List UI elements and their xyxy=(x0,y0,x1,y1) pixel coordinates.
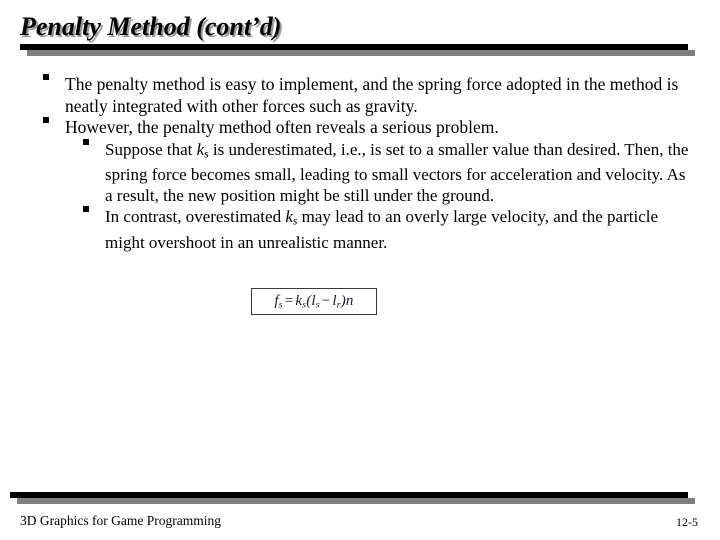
spring-constant-symbol xyxy=(285,207,297,226)
symbol-subscript: s xyxy=(292,214,298,228)
slide-body xyxy=(28,74,696,253)
spring-constant-symbol xyxy=(197,140,209,159)
bullet-text-after: may lead to an overly large velocity, and the particle might overshoot in an unrealistic manner. xyxy=(105,207,659,252)
bullet-text-before: In contrast, overestimated xyxy=(105,207,286,227)
page-title: Penalty Method (cont’d) xyxy=(20,12,282,41)
equation-term1: l xyxy=(311,292,316,309)
bullet-item-level2 xyxy=(28,206,696,253)
equation-term1-subscript: s xyxy=(315,299,320,311)
equation-minus: − xyxy=(321,292,331,309)
bullet-text-before: Suppose that xyxy=(105,139,197,159)
square-bullet-icon xyxy=(43,74,49,80)
bullet-text: However, the penalty method often reveals a serious problem. xyxy=(65,117,499,137)
bullet-item-level2 xyxy=(28,139,696,207)
equation-lhs: f xyxy=(274,292,279,309)
footer-title: 3D Graphics for Game Programming xyxy=(20,513,221,528)
slide-number: 12-5 xyxy=(676,515,698,529)
equation-image xyxy=(251,288,377,315)
equation-normal-vector: n xyxy=(345,292,354,309)
title-divider xyxy=(20,44,688,50)
title-divider-shadow xyxy=(27,50,695,56)
equation-coefficient: k xyxy=(295,292,303,309)
bullet-item-level1 xyxy=(28,74,696,117)
footer-divider-bar xyxy=(10,492,688,498)
title-divider-bar xyxy=(20,44,688,50)
symbol-subscript: s xyxy=(204,147,209,161)
equation-term2-subscript: r xyxy=(336,299,341,311)
footer-divider xyxy=(10,492,688,498)
bullet-item-level1 xyxy=(28,117,696,139)
bullet-text-after: is underestimated, i.e., is set to a smaller value than desired. Then, the spring force becomes small, leading to small vectors for acceleration and velocity. As a result, the new position might be still under the ground. xyxy=(105,139,689,206)
bullet-text xyxy=(105,206,696,253)
equation-term2: l xyxy=(332,292,337,309)
footer-divider-shadow xyxy=(17,498,695,504)
square-bullet-icon xyxy=(83,206,89,212)
square-bullet-icon xyxy=(83,139,89,145)
equation-close-paren: ) xyxy=(340,292,346,309)
square-bullet-icon xyxy=(43,117,49,123)
equation-open-paren: ( xyxy=(306,292,312,309)
equation-formula xyxy=(274,293,353,310)
equation-lhs-subscript: s xyxy=(278,299,283,311)
equation-coefficient-subscript: s xyxy=(302,299,307,311)
equation-equals: = xyxy=(284,292,294,309)
symbol-base: k xyxy=(196,139,205,159)
symbol-base: k xyxy=(285,207,293,227)
bullet-text xyxy=(105,139,696,207)
bullet-text: The penalty method is easy to implement, and the spring force adopted in the method is neatly integrated with other forces such as gravity. xyxy=(65,74,679,116)
